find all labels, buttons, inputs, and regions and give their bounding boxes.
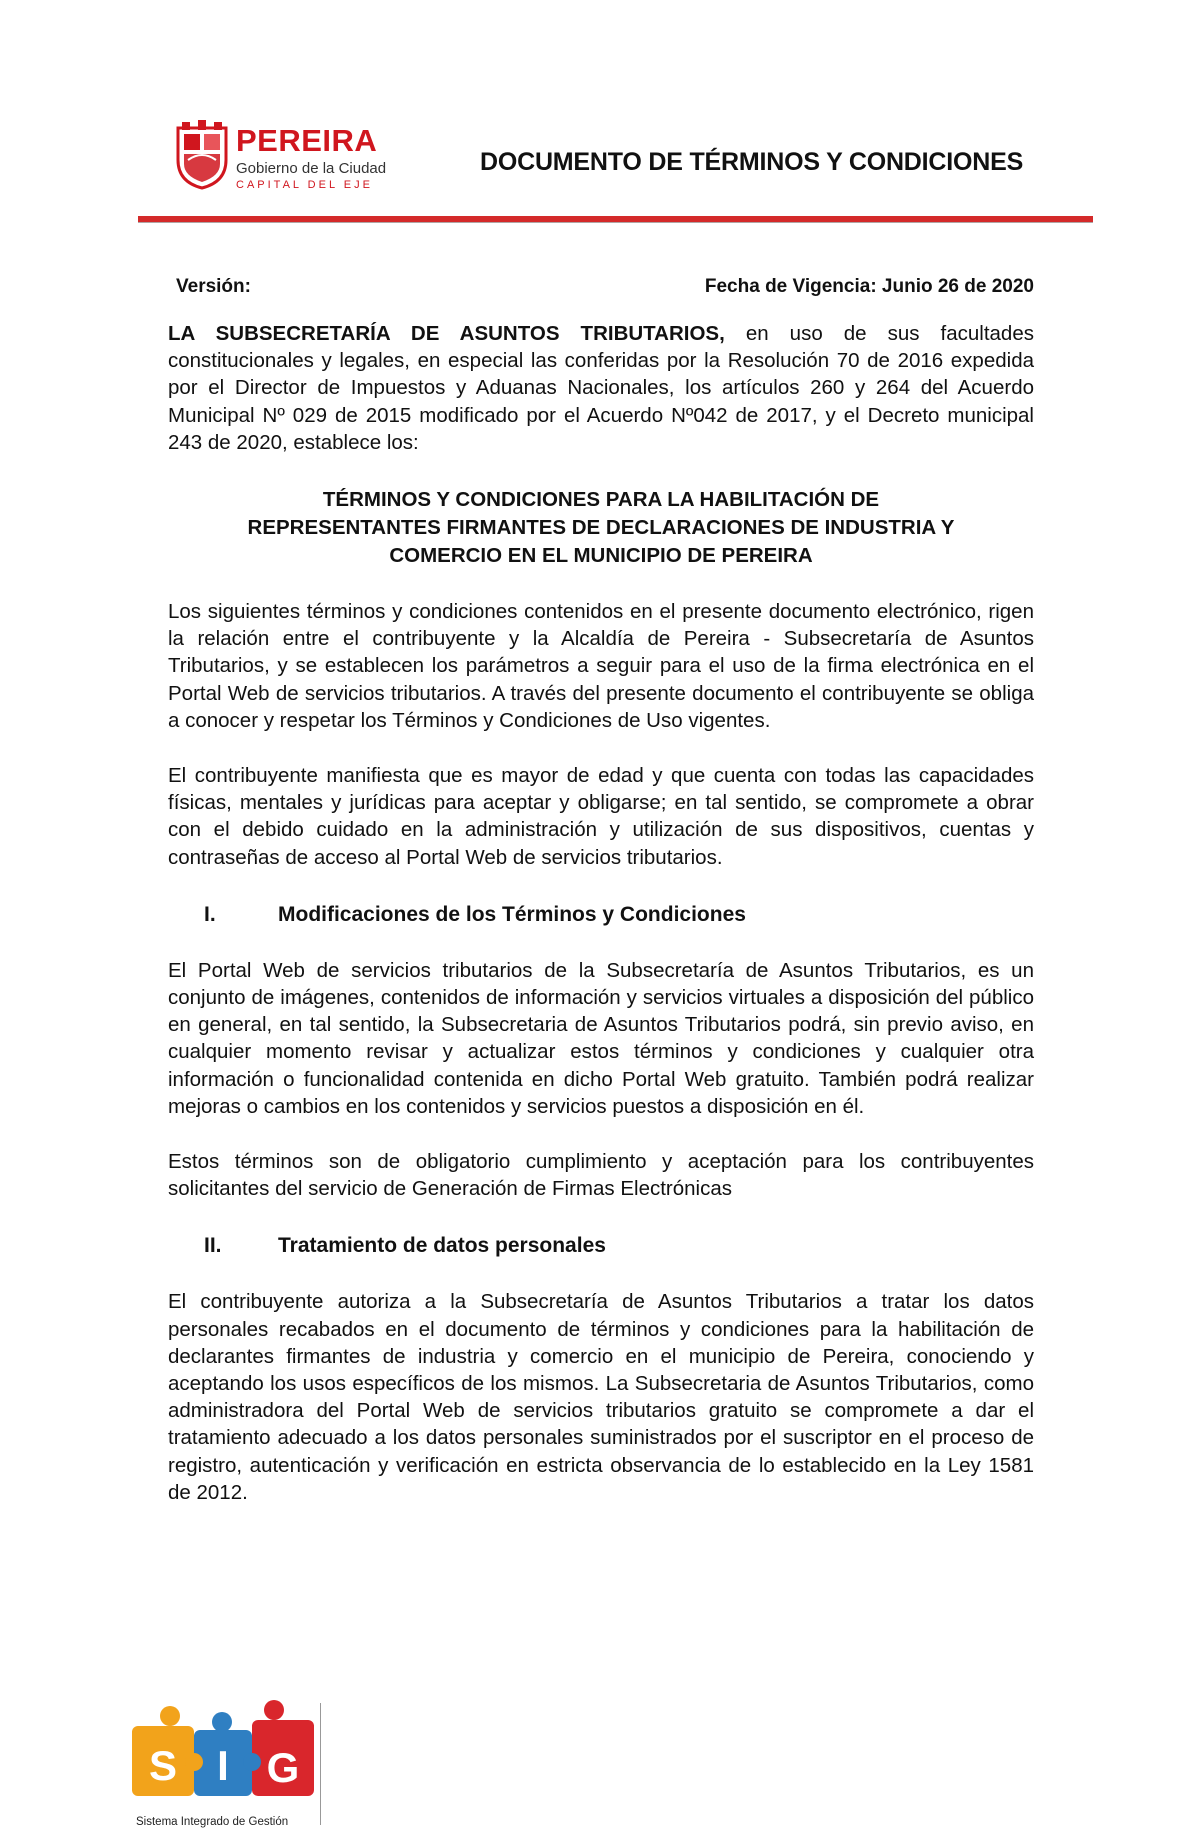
terms-title-line: REPRESENTANTES FIRMANTES DE DECLARACIONES DE INDUSTRIA Y xyxy=(247,516,955,540)
terms-title-line: TÉRMINOS Y CONDICIONES PARA LA HABILITACIÓN DE xyxy=(322,488,880,512)
section-title: Tratamiento de datos personales xyxy=(278,1234,606,1258)
document-body xyxy=(168,276,1034,1506)
puzzle-icon xyxy=(118,1696,326,1808)
section-number: I. xyxy=(204,902,216,926)
terms-title-line: COMERCIO EN EL MUNICIPIO DE PEREIRA xyxy=(389,544,813,568)
version-label: Versión: xyxy=(176,276,251,297)
section-heading xyxy=(168,1234,1034,1258)
section-number: II. xyxy=(204,1234,222,1258)
intro-lead: LA SUBSECRETARÍA DE ASUNTOS TRIBUTARIOS, xyxy=(168,322,725,345)
terms-title xyxy=(168,486,1034,570)
sig-letter: G xyxy=(266,1744,300,1791)
paragraph: El Portal Web de servicios tributarios de la Subsecretaría de Asuntos Tributarios, es un conjunto de imágenes, contenidos de información y servicios virtuales a disposición del público en general, en tal sentido, la Subsecretaria de Asuntos Tributarios podrá, sin previo aviso, en cualquier momento revisar y actualizar estos términos y condiciones y cualquier otra información o funcionalidad contenida en dicho Portal Web gratuito. También podrá realizar mejoras o cambios en los contenidos y servicios puestos a disposición en él. xyxy=(168,958,1034,1118)
document-title: DOCUMENTO DE TÉRMINOS Y CONDICIONES xyxy=(480,148,1024,176)
section-title: Modificaciones de los Términos y Condiciones xyxy=(278,902,746,926)
logo-subtitle: Gobierno de la Ciudad xyxy=(236,160,387,177)
city-shield-icon xyxy=(174,120,230,190)
sig-logo xyxy=(118,1696,326,1828)
paragraph: Estos términos son de obligatorio cumplimiento y aceptación para los contribuyentes solicitantes del servicio de Generación de Firmas Electrónicas xyxy=(168,1150,1034,1201)
paragraph: Los siguientes términos y condiciones contenidos en el presente documento electrónico, rigen la relación entre el contribuyente y la Alcaldía de Pereira - Subsecretaría de Asuntos Tributarios, y se establecen los parámetros a seguir para el uso de la firma electrónica en el Portal Web de servicios tributarios. A través del presente documento el contribuyente se obliga a conocer y respetar los Términos y Condiciones de Uso vigentes. xyxy=(168,600,1034,732)
intro-text: en uso de sus facultades constitucionales y legales, en especial las conferidas por la Resolución 70 de 2016 expedida por el Director de Impuestos y Aduanas Nacionales, los artículos 260 y 264 del Acuerdo Municipal Nº 029 de 2015 modificado por el Acuerdo Nº042 de 2017, y el Decreto municipal 243 de 2020, establece los: xyxy=(168,322,1034,454)
effective-date: Fecha de Vigencia: Junio 26 de 2020 xyxy=(704,276,1034,297)
logo-tagline: CAPITAL DEL EJE xyxy=(236,179,373,191)
logo-name: PEREIRA xyxy=(236,123,378,158)
document-meta xyxy=(176,276,1034,298)
paragraph: El contribuyente manifiesta que es mayor de edad y que cuenta con todas las capacidades físicas, mentales y jurídicas para aceptar y obligarse; en tal sentido, se compromete a obrar con el debido cuidado en la administración y utilización de sus dispositivos, cuentas y contraseñas de acceso al Portal Web de servicios tributarios. xyxy=(168,764,1034,869)
section-heading xyxy=(168,903,1034,927)
intro-paragraph xyxy=(168,320,1034,456)
sig-letter: S xyxy=(148,1742,178,1789)
footer-divider xyxy=(320,1703,321,1825)
pereira-logo xyxy=(174,116,404,196)
paragraph: El contribuyente autoriza a la Subsecretaría de Asuntos Tributarios a tratar los datos personales recabados en el documento de términos y condiciones para la habilitación de declarantes firmantes de industria y comercio en el municipio de Pereira, conociendo y aceptando los usos específicos de los mismos. La Subsecretaria de Asuntos Tributarios, como administradora del Portal Web de servicios tributarios gratuito se compromete a dar el tratamiento adecuado a los datos personales suministrados por el suscriptor en el proceso de registro, autenticación y verificación en estricta observancia de lo establecido en la Ley 1581 de 2012. xyxy=(168,1290,1034,1504)
sig-letter: I xyxy=(217,1742,229,1789)
sig-label: Sistema Integrado de Gestión xyxy=(136,1816,289,1828)
header-divider-shadow xyxy=(138,222,1093,223)
